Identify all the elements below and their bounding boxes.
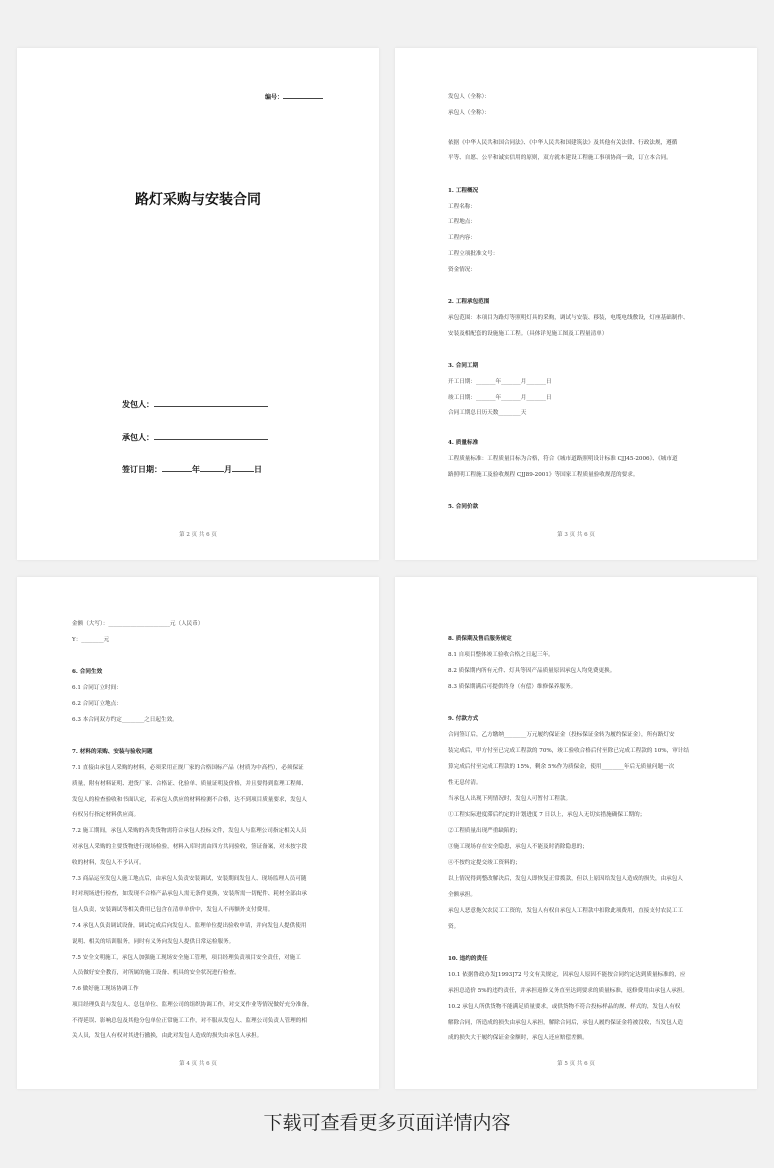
body-text-line: 以上情况得到整改解决后，发包人即恢复正常拨款，但以上原因给发包人造成的损失，由承包人: [448, 876, 683, 882]
contract-page-cover: [17, 48, 379, 560]
body-text-line: 承担总造价 5%的违约责任，并承担返修义务直至达到要求的质量标准，返修费用由承包人承担。: [448, 988, 688, 994]
body-text-line: 8.2 质保期内所有元件、灯具等因产品质量原因承包人均免费更换。: [448, 668, 616, 674]
body-text-line: 合同工期总日历天数________天: [448, 410, 527, 416]
body-text-line: 承包范围：本项目为路灯等照明灯具的采购，调试与安装、移装，电缆电线敷设，灯座基础制作、: [448, 315, 689, 321]
body-text-line: 10.2 承包人所供货物不能满足质量要求，或供货物不符合投标样品的规、样式的，发包人有权: [448, 1004, 681, 1010]
body-text-line: 7.4 承包人负责调试设备，调试完成后向发包人、监理单位提出验收申请，并向发包人提供使用: [72, 923, 307, 929]
body-text-line: 发包人的检查验收和书面认定，若承包人供应的材料检测不合格，达不到项目质量要求，发包人: [72, 797, 307, 803]
body-text-line: 装完成后，甲方付至已完成工程款的 70%，竣工验收合格后付至除已完成工程款的 10%，审计结: [448, 748, 689, 754]
body-text-line: ①工程实际进度滞后约定的计划进度 7 日以上，承包人无切实措施确保工期的；: [448, 812, 646, 818]
body-text-line: 人员做好安全教育，对所属的施工设备、机具的安全状况进行检查。: [72, 970, 240, 976]
signing-date-line: [122, 464, 262, 475]
body-text-line: 7.6 做好施工现场协调工作: [72, 986, 139, 992]
body-text-line: ②工程质量出现严重缺陷的；: [448, 828, 521, 834]
body-text-line: ③施工现场存在安全隐患，承包人不能及时消除隐患的；: [448, 844, 588, 850]
body-text-line: 全额承担。: [448, 892, 476, 898]
day-label: 日: [254, 464, 262, 474]
contractor-label: 承包人：: [122, 432, 154, 442]
body-text-line: 10.1 依据鲁政办发[1993]72 号文有关规定，因承包人原因不能按合同约定达到质量标准的，应: [448, 972, 686, 978]
signing-date-label: 签订日期：: [122, 464, 162, 474]
section-heading: 1. 工程概况: [448, 188, 479, 194]
section-heading: 3. 合同工期: [448, 363, 479, 369]
section-heading: 2. 工程承包范围: [448, 299, 490, 305]
year-label: 年: [192, 464, 200, 474]
section-heading: 4. 质量标准: [448, 440, 479, 446]
body-text-line: 算完成后付至完成工程款的 15%，剩余 5%作为质保金，使用________年后无质量问题一次: [448, 764, 675, 770]
page-footer: 第 5 页 共 6 页: [557, 1061, 595, 1067]
day-blank: [232, 464, 254, 472]
body-text-line: 时对现场进行检查，如发现不合格产品承包人需无条件更换，安装所需一切配件、耗材全部由承: [72, 891, 307, 897]
body-text-line: 承包人（全称）：: [448, 110, 490, 116]
body-text-line: 开工日期：_______年_______月_______日: [448, 379, 552, 385]
body-text-line: 7.5 安全文明施工，承包人加强施工现场安全施工管理，项目经理负责项目安全责任，对施工: [72, 955, 301, 961]
employer-signature-line: [122, 399, 268, 410]
body-text-line: 发包人（全称）：: [448, 94, 490, 100]
body-text-line: 8.3 质保期满后可提供终身（有偿）维修保养服务。: [448, 684, 577, 690]
body-text-line: 说明、相关的培训服务，同时有义务向发包人提供日常运检服务。: [72, 939, 235, 945]
page-footer: 第 2 页 共 6 页: [179, 532, 217, 538]
body-text-line: 当承包人出现下列情况时，发包人可暂付工程款。: [448, 796, 572, 802]
body-text-line: 7.2 施工期间，承包人采购的各类货物需符合承包人投标文件，发包人与监理公司指定相关人员: [72, 828, 307, 834]
document-title: 路灯采购与安装合同: [135, 192, 261, 208]
body-text-line: 工程地点：: [448, 219, 476, 225]
body-text-line: 不得延误、影响总包及其他分包单位正常施工工作，对不服从发包人、监理公司负责人管理的相: [72, 1018, 307, 1024]
body-text-line: ④不按约定提交竣工资料的；: [448, 860, 521, 866]
body-text-line: 合同签订后，乙方缴纳________万元履约保证金（投标保证金转为履约保证金），所有路灯安: [448, 732, 675, 738]
body-text-line: 承包人恶意拖欠农民工工资的，发包人有权自承包人工程款中扣除此项费用，直接支付农民工工: [448, 908, 683, 914]
contract-page-3: [17, 577, 379, 1089]
body-text-line: 工程立项批准文号：: [448, 251, 499, 257]
body-text-line: 6.1 合同订立时间：: [72, 685, 122, 691]
body-text-line: 路照明工程施工及验收规程 CJJ89-2001》等国家工程质量验收规范的要求。: [448, 472, 639, 478]
body-text-line: 包人负责，安装调试等相关费用已包含在清单单价中，发包人不再额外支付费用。: [72, 907, 274, 913]
contractor-signature-line: [122, 432, 268, 443]
body-text-line: 工程内容：: [448, 235, 476, 241]
employer-blank: [154, 399, 268, 407]
section-heading: 9. 付款方式: [448, 716, 479, 722]
page-footer: 第 3 页 共 6 页: [557, 532, 595, 538]
body-text-line: 工程质量标准：工程质量目标为合格，符合《城市道路照明设计标准 CJJ45-2006》、《城市道: [448, 456, 678, 462]
body-text-line: 安装及相配套的设施施工工程。（具体详见施工图及工程量清单）: [448, 331, 608, 337]
body-text-line: 对承包人采购的主要货物进行现场检验，材料入库时需由四方共同验收，签证备案，对未按字段: [72, 844, 307, 850]
body-text-line: 工程名称：: [448, 204, 476, 210]
section-heading: 6. 合同生效: [72, 669, 103, 675]
body-text-line: 平等、自愿、公平和诚实信用的原则，双方就本建设工程施工事项协商一致，订立本合同。: [448, 155, 672, 161]
contract-page-4: [395, 577, 757, 1089]
body-text-line: 资金情况：: [448, 267, 476, 273]
body-text-line: 竣工日期：_______年_______月_______日: [448, 395, 552, 401]
body-text-line: 成的损失大于履约保证金金额时，承包人还应赔偿差额。: [448, 1035, 588, 1041]
section-heading: 7. 材料的采购、安装与验收问题: [72, 749, 153, 755]
contract-number-blank: [283, 93, 323, 99]
body-text-line: 7.3 商品运至发包人施工地点后，由承包人负责安装调试，安装期间发包人、现场监理人员可随: [72, 876, 307, 882]
year-blank: [162, 464, 192, 472]
body-text-line: 质量，附有材料证明、进货厂家、合格证、化验单、质量证明及价格，并且要得到监理工程师、: [72, 781, 307, 787]
section-heading: 10. 违约的责任: [448, 956, 488, 962]
body-text-line: 6.2 合同订立地点：: [72, 701, 122, 707]
body-text-line: 依据《中华人民共和国合同法》、《中华人民共和国建筑法》及其他有关法律、行政法规，遵循: [448, 140, 678, 146]
month-blank: [200, 464, 224, 472]
section-heading: 5. 合同价款: [448, 504, 479, 510]
contract-number-label: 编号：: [265, 94, 284, 101]
body-text-line: 8.1 自项目整体竣工验收合格之日起三年。: [448, 652, 554, 658]
page-footer: 第 4 页 共 6 页: [179, 1061, 217, 1067]
month-label: 月: [224, 464, 232, 474]
body-text-line: 6.3 本合同双方约定________之日起生效。: [72, 717, 178, 723]
body-text-line: Y：________元: [72, 637, 110, 643]
download-more-caption[interactable]: 下载可查看更多页面详情内容: [263, 1112, 511, 1134]
contractor-blank: [154, 432, 268, 440]
body-text-line: 金额（大写）：______________________元（人民币）: [72, 621, 204, 627]
body-text-line: 收的材料，发包人不予认可。: [72, 860, 145, 866]
body-text-line: 项目经理负责与发包人、总包单位、监理公司的组织协调工作，对交叉作业等情况做好充分准备，: [72, 1002, 313, 1008]
employer-label: 发包人：: [122, 399, 154, 409]
body-text-line: 性无息付清。: [448, 780, 482, 786]
body-text-line: 有权另行指定材料供应商。: [72, 812, 140, 818]
body-text-line: 关人员，发包人有权对其进行撤换，由此对发包人造成的损失由承包人承担。: [72, 1033, 263, 1039]
contract-page-2: [395, 48, 757, 560]
body-text-line: 7.1 直接由承包人采购的材料，必须采用正规厂家的合格国标产品（材质为中高档），必须保证: [72, 765, 304, 771]
body-text-line: 资。: [448, 924, 460, 930]
contract-number-field: [265, 92, 323, 101]
body-text-line: 解除合同，所造成的损失由承包人承担，解除合同后，承包人履约保证金将被没收，当发包人造: [448, 1020, 683, 1026]
section-heading: 8. 质保期及售后服务规定: [448, 636, 512, 642]
